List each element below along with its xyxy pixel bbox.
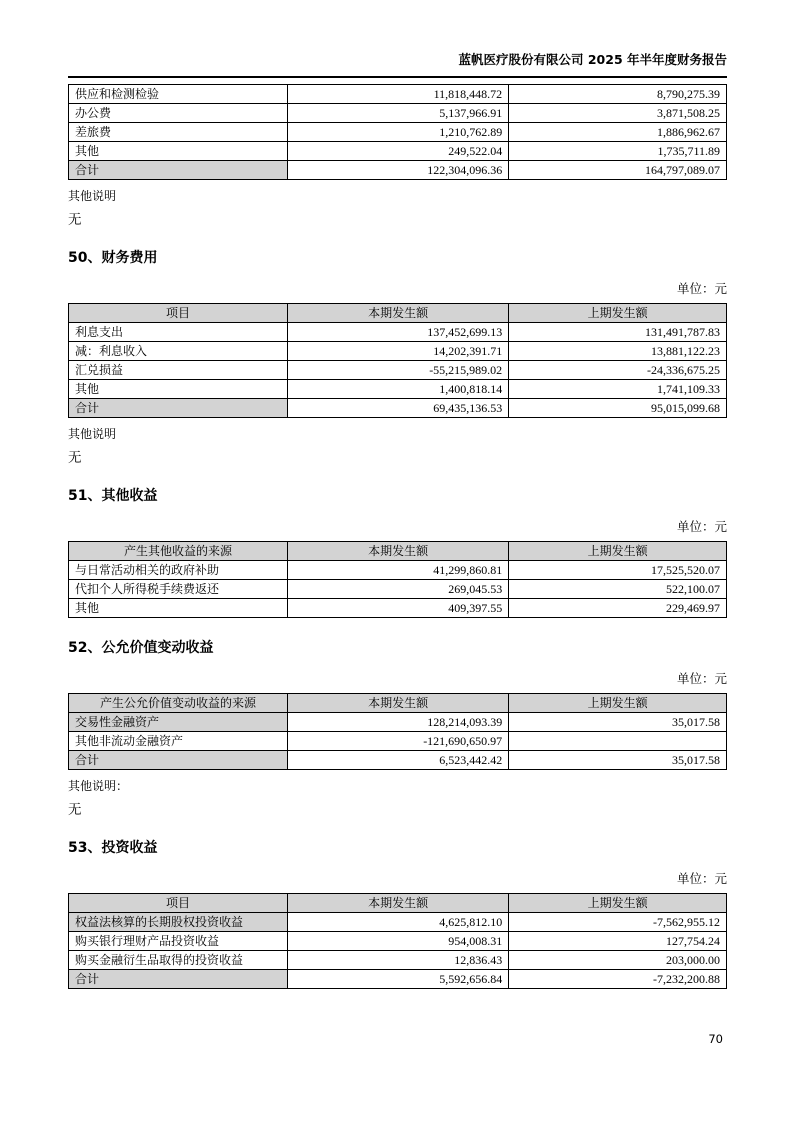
table-row xyxy=(69,970,727,989)
current-period-value-cell: 69,435,136.53 xyxy=(288,399,509,418)
current-period-value-cell: 249,522.04 xyxy=(288,142,509,161)
content xyxy=(68,0,727,989)
row-label-cell: 合计 xyxy=(69,399,288,418)
row-label-cell: 差旅费 xyxy=(69,123,288,142)
prior-period-value-cell: 127,754.24 xyxy=(509,932,727,951)
row-label-cell: 供应和检测检验 xyxy=(69,85,288,104)
prior-period-value-cell: 95,015,099.68 xyxy=(509,399,727,418)
table-row xyxy=(69,913,727,932)
table-row xyxy=(69,342,727,361)
current-period-value-cell: 954,008.31 xyxy=(288,932,509,951)
row-label-cell: 合计 xyxy=(69,751,288,770)
row-label-cell: 其他非流动金融资产 xyxy=(69,732,288,751)
column-header: 上期发生额 xyxy=(509,694,727,713)
column-header: 本期发生额 xyxy=(288,304,509,323)
table-row xyxy=(69,361,727,380)
prior-period-value-cell: 1,735,711.89 xyxy=(509,142,727,161)
prior-period-value-cell: 35,017.58 xyxy=(509,751,727,770)
note-none-value: 无 xyxy=(68,212,82,227)
prior-period-value-cell: 35,017.58 xyxy=(509,713,727,732)
row-label-cell: 减：利息收入 xyxy=(69,342,288,361)
fair-value-change-table xyxy=(68,693,727,770)
prior-period-value-cell: -7,232,200.88 xyxy=(509,970,727,989)
table-row xyxy=(69,123,727,142)
section-heading: 50、财务费用 xyxy=(68,250,158,266)
column-header: 产生公允价值变动收益的来源 xyxy=(69,694,288,713)
table-row xyxy=(69,399,727,418)
unit-label: 单位：元 xyxy=(676,872,727,886)
current-period-value-cell: 269,045.53 xyxy=(288,580,509,599)
note-label: 其他说明： xyxy=(68,779,129,793)
note-label: 其他说明 xyxy=(68,189,117,203)
prior-period-value-cell: 229,469.97 xyxy=(509,599,727,618)
prior-period-value-cell xyxy=(509,732,727,751)
column-header: 上期发生额 xyxy=(509,894,727,913)
section-heading: 53、投资收益 xyxy=(68,840,158,856)
investment-income-table xyxy=(68,893,727,989)
blocks-host xyxy=(68,84,727,989)
column-header: 本期发生额 xyxy=(288,694,509,713)
row-label-cell: 汇兑损益 xyxy=(69,361,288,380)
unit-label: 单位：元 xyxy=(676,520,727,534)
header-row xyxy=(69,894,727,913)
unit-label: 单位：元 xyxy=(676,672,727,686)
current-period-value-cell: 128,214,093.39 xyxy=(288,713,509,732)
column-header: 本期发生额 xyxy=(288,542,509,561)
table-row xyxy=(69,713,727,732)
current-period-value-cell: 5,137,966.91 xyxy=(288,104,509,123)
prior-period-value-cell: -24,336,675.25 xyxy=(509,361,727,380)
current-period-value-cell: 5,592,656.84 xyxy=(288,970,509,989)
row-label-cell: 权益法核算的长期股权投资收益 xyxy=(69,913,288,932)
prior-period-value-cell: 13,881,122.23 xyxy=(509,342,727,361)
prior-period-value-cell: 522,100.07 xyxy=(509,580,727,599)
row-label-cell: 与日常活动相关的政府补助 xyxy=(69,561,288,580)
row-label-cell: 合计 xyxy=(69,970,288,989)
note-none-value: 无 xyxy=(68,450,82,465)
table-row xyxy=(69,732,727,751)
prior-period-value-cell: -7,562,955.12 xyxy=(509,913,727,932)
section-heading: 52、公允价值变动收益 xyxy=(68,640,214,656)
column-header: 项目 xyxy=(69,304,288,323)
current-period-value-cell: 4,625,812.10 xyxy=(288,913,509,932)
table-row xyxy=(69,104,727,123)
header-row xyxy=(69,304,727,323)
table-row xyxy=(69,599,727,618)
prior-period-value-cell: 131,491,787.83 xyxy=(509,323,727,342)
table-row xyxy=(69,380,727,399)
row-label-cell: 其他 xyxy=(69,599,288,618)
table-row xyxy=(69,85,727,104)
row-label-cell: 购买金融衍生品取得的投资收益 xyxy=(69,951,288,970)
table-row xyxy=(69,932,727,951)
current-period-value-cell: 41,299,860.81 xyxy=(288,561,509,580)
note-none-value: 无 xyxy=(68,802,82,817)
current-period-value-cell: 409,397.55 xyxy=(288,599,509,618)
current-period-value-cell: 11,818,448.72 xyxy=(288,85,509,104)
financial-expenses-table xyxy=(68,303,727,418)
prior-period-value-cell: 1,741,109.33 xyxy=(509,380,727,399)
current-period-value-cell: 12,836.43 xyxy=(288,951,509,970)
header-row xyxy=(69,542,727,561)
table-row xyxy=(69,751,727,770)
current-period-value-cell: 1,210,762.89 xyxy=(288,123,509,142)
column-header: 项目 xyxy=(69,894,288,913)
current-period-value-cell: -121,690,650.97 xyxy=(288,732,509,751)
table-row xyxy=(69,580,727,599)
row-label-cell: 购买银行理财产品投资收益 xyxy=(69,932,288,951)
row-label-cell: 利息支出 xyxy=(69,323,288,342)
current-period-value-cell: 122,304,096.36 xyxy=(288,161,509,180)
prior-period-value-cell: 3,871,508.25 xyxy=(509,104,727,123)
prior-period-value-cell: 203,000.00 xyxy=(509,951,727,970)
header-rule xyxy=(68,76,727,78)
note-label: 其他说明 xyxy=(68,427,117,441)
column-header: 上期发生额 xyxy=(509,542,727,561)
header-row xyxy=(69,694,727,713)
current-period-value-cell: 6,523,442.42 xyxy=(288,751,509,770)
table-row xyxy=(69,561,727,580)
table-row xyxy=(69,951,727,970)
table-row xyxy=(69,161,727,180)
row-label-cell: 代扣个人所得税手续费返还 xyxy=(69,580,288,599)
table-row xyxy=(69,142,727,161)
page-header-title: 蓝帆医疗股份有限公司 2025 年半年度财务报告 xyxy=(458,52,727,67)
column-header: 本期发生额 xyxy=(288,894,509,913)
prior-period-value-cell: 8,790,275.39 xyxy=(509,85,727,104)
column-header: 上期发生额 xyxy=(509,304,727,323)
current-period-value-cell: 14,202,391.71 xyxy=(288,342,509,361)
current-period-value-cell: 1,400,818.14 xyxy=(288,380,509,399)
row-label-cell: 其他 xyxy=(69,142,288,161)
other-income-table xyxy=(68,541,727,618)
row-label-cell: 办公费 xyxy=(69,104,288,123)
prior-period-value-cell: 17,525,520.07 xyxy=(509,561,727,580)
page-number: 70 xyxy=(708,1032,723,1046)
prior-period-value-cell: 164,797,089.07 xyxy=(509,161,727,180)
expense-continuation-table xyxy=(68,84,727,180)
row-label-cell: 交易性金融资产 xyxy=(69,713,288,732)
row-label-cell: 合计 xyxy=(69,161,288,180)
row-label-cell: 其他 xyxy=(69,380,288,399)
prior-period-value-cell: 1,886,962.67 xyxy=(509,123,727,142)
section-heading: 51、其他收益 xyxy=(68,488,158,504)
unit-label: 单位：元 xyxy=(676,282,727,296)
current-period-value-cell: 137,452,699.13 xyxy=(288,323,509,342)
current-period-value-cell: -55,215,989.02 xyxy=(288,361,509,380)
column-header: 产生其他收益的来源 xyxy=(69,542,288,561)
table-row xyxy=(69,323,727,342)
